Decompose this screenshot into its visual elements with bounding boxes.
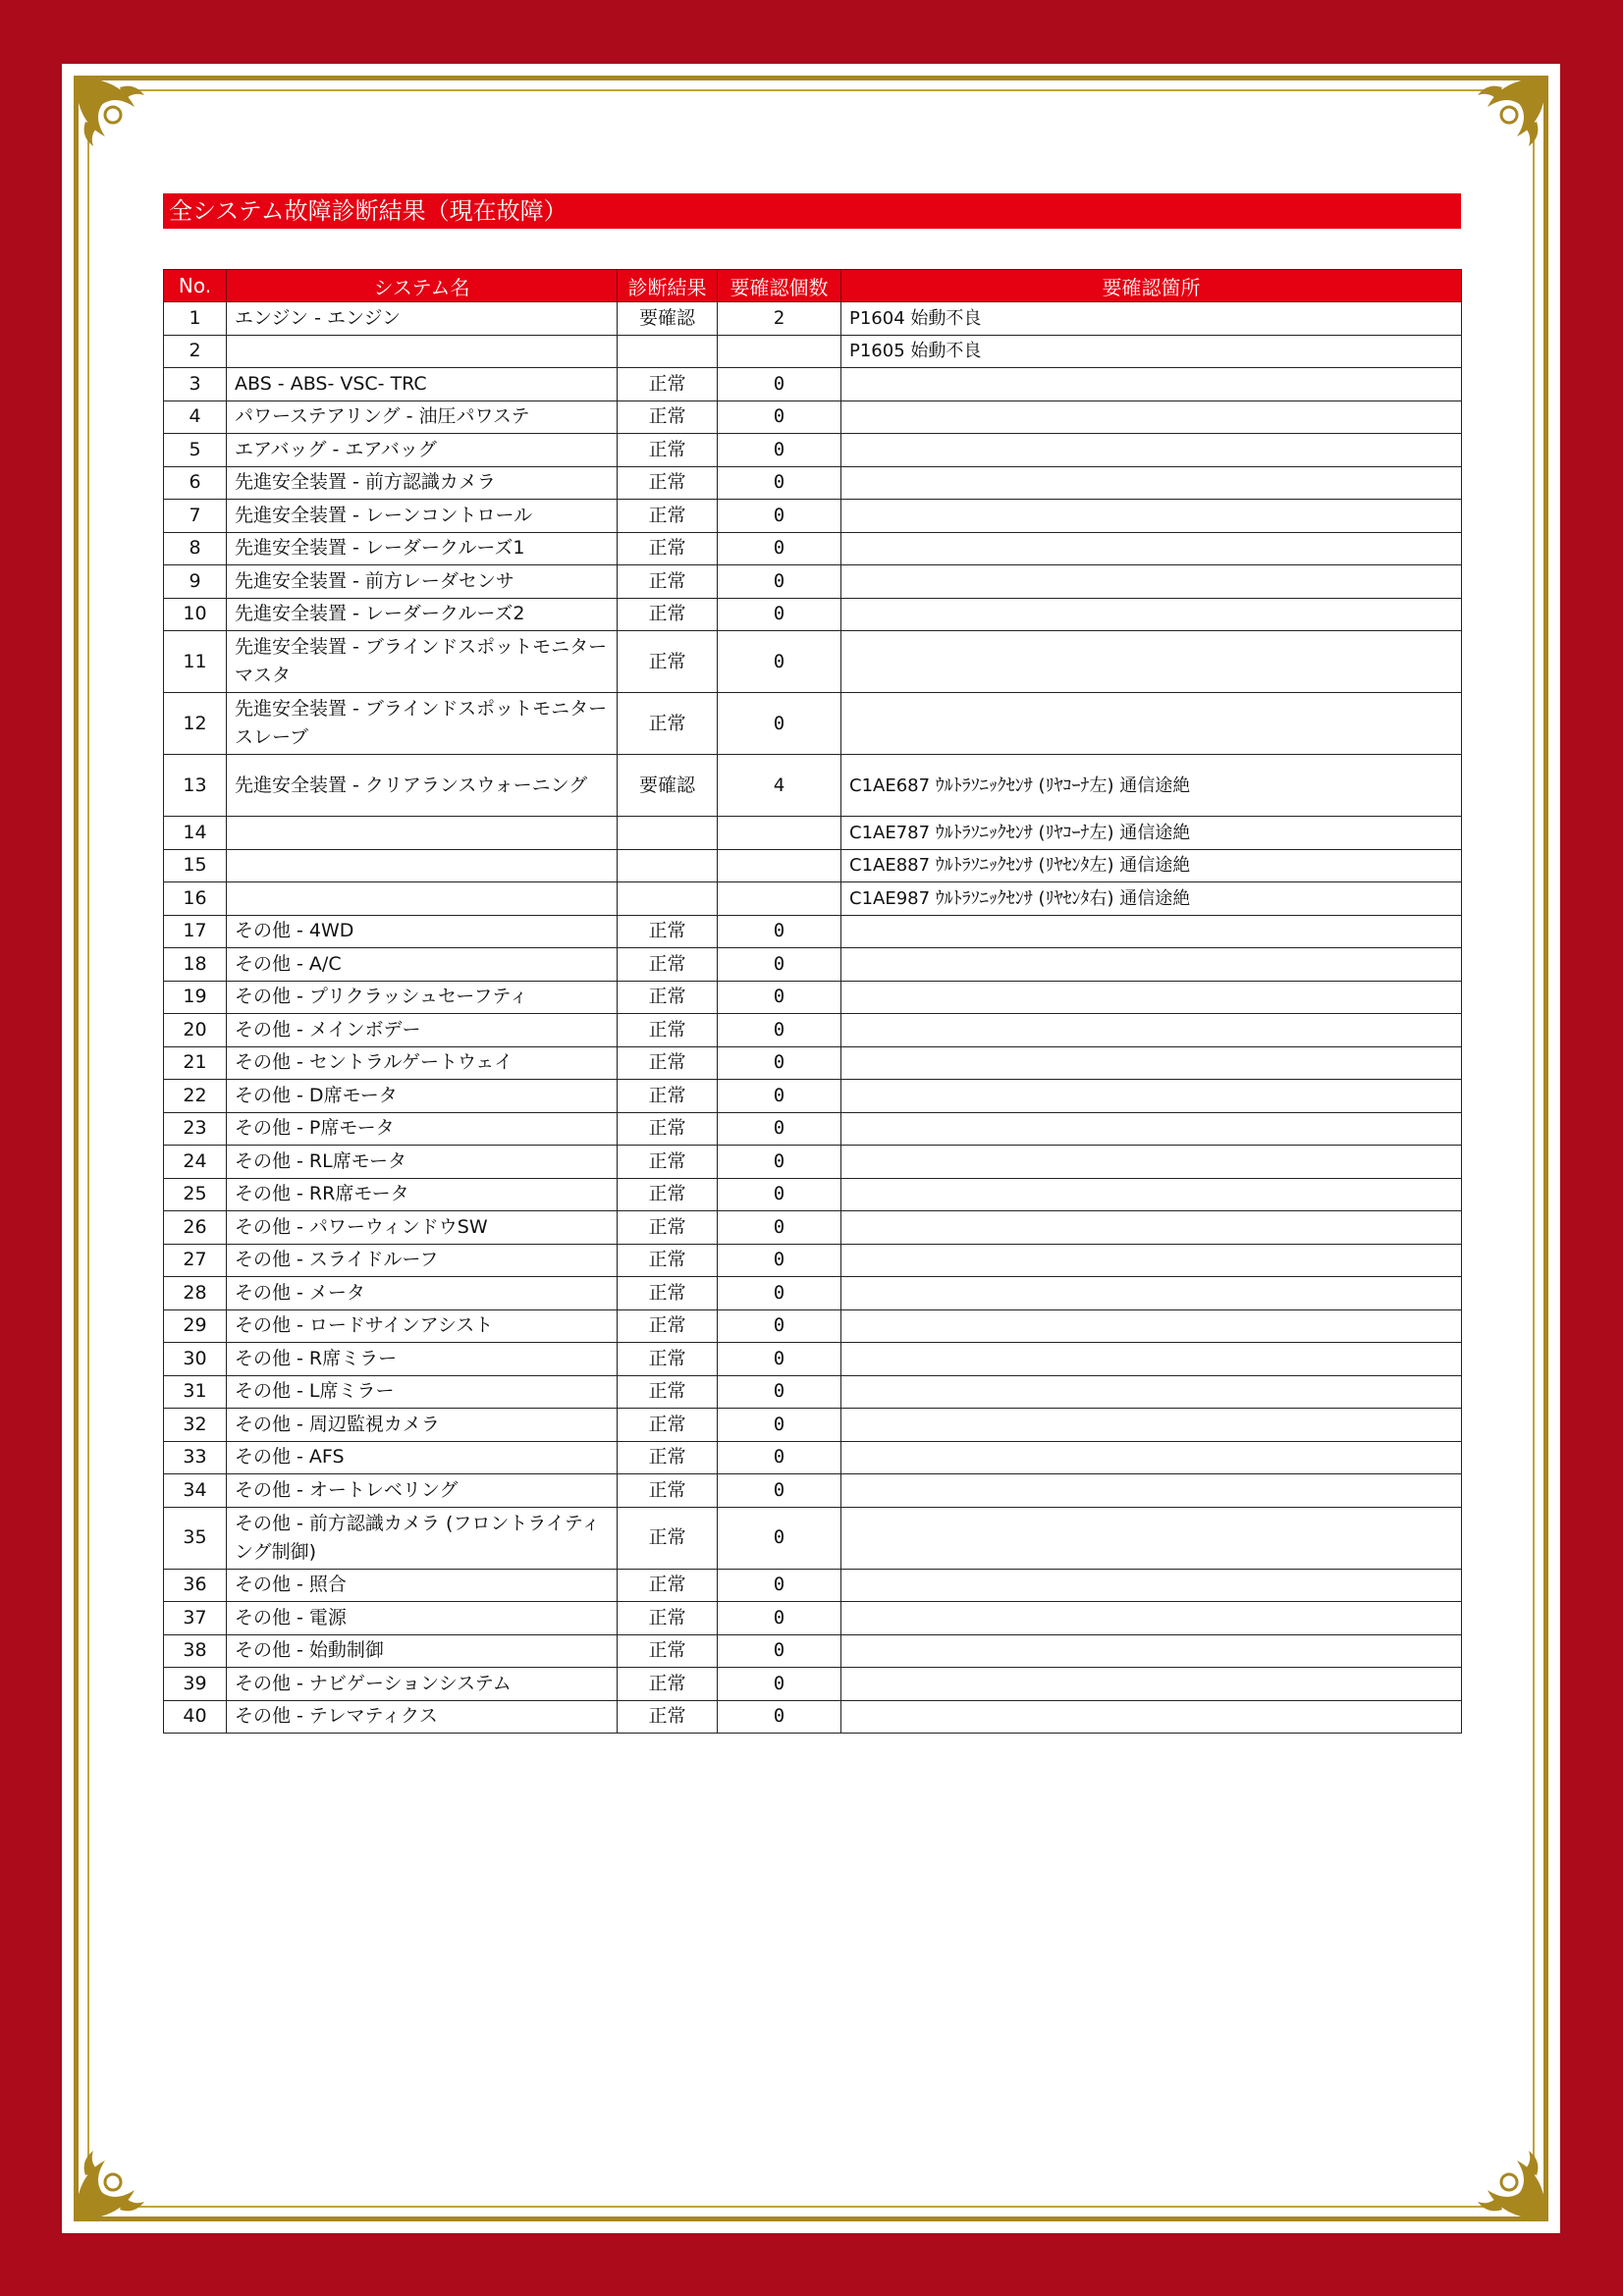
check-count [718,335,841,368]
check-location [841,1309,1462,1343]
row-number: 30 [164,1343,227,1376]
system-name: 先進安全装置 - レーダークルーズ2 [227,598,618,631]
row-number: 3 [164,368,227,401]
check-count: 0 [718,1474,841,1508]
check-count: 0 [718,1112,841,1146]
row-number: 22 [164,1080,227,1113]
corner-ornament-icon [1448,2121,1556,2229]
column-header-no: No. [164,270,227,302]
diagnosis-result: 正常 [618,948,718,982]
corner-ornament-icon [1448,68,1556,176]
table-row [164,1046,1462,1080]
diagnosis-result: 正常 [618,915,718,948]
diagnosis-result: 正常 [618,1700,718,1734]
system-name: その他 - パワーウィンドウSW [227,1211,618,1245]
system-name: 先進安全装置 - クリアランスウォーニング [227,755,618,817]
check-count: 0 [718,565,841,599]
check-count: 0 [718,631,841,693]
system-name: その他 - 前方認識カメラ (フロントライティング制御) [227,1507,618,1569]
check-count: 0 [718,1211,841,1245]
check-count: 0 [718,400,841,434]
system-name: その他 - プリクラッシュセーフティ [227,981,618,1014]
corner-ornament-icon [66,68,174,176]
diagnosis-result: 正常 [618,1309,718,1343]
check-location [841,565,1462,599]
table-row [164,1602,1462,1635]
system-name: パワーステアリング - 油圧パワステ [227,400,618,434]
table-row [164,302,1462,336]
table-row [164,948,1462,982]
check-count: 0 [718,1146,841,1179]
check-location [841,1375,1462,1409]
row-number: 33 [164,1441,227,1474]
check-location [841,1507,1462,1569]
check-count: 0 [718,1178,841,1211]
system-name: その他 - ナビゲーションシステム [227,1668,618,1701]
row-number: 26 [164,1211,227,1245]
check-location [841,1668,1462,1701]
system-name: その他 - AFS [227,1441,618,1474]
check-count: 0 [718,1409,841,1442]
table-row [164,1080,1462,1113]
row-number: 8 [164,532,227,565]
check-location [841,1409,1462,1442]
row-number: 37 [164,1602,227,1635]
system-name: その他 - 始動制御 [227,1634,618,1668]
diagnosis-result: 正常 [618,1244,718,1277]
check-location: C1AE887 ｳﾙﾄﾗｿﾆｯｸｾﾝｻ (ﾘﾔｾﾝﾀ左) 通信途絶 [841,849,1462,882]
table-row [164,1211,1462,1245]
table-row [164,532,1462,565]
diagnosis-result [618,882,718,916]
table-row [164,1178,1462,1211]
report-title: 全システム故障診断結果（現在故障） [163,193,1461,229]
row-number: 25 [164,1178,227,1211]
system-name: その他 - メインボデー [227,1014,618,1047]
row-number: 39 [164,1668,227,1701]
diagnosis-result: 正常 [618,1112,718,1146]
check-location [841,981,1462,1014]
system-name: その他 - 照合 [227,1569,618,1602]
diagnosis-result: 正常 [618,1668,718,1701]
diagnosis-result: 正常 [618,400,718,434]
system-name: 先進安全装置 - レーンコントロール [227,500,618,533]
system-name: 先進安全装置 - 前方レーダセンサ [227,565,618,599]
system-name [227,849,618,882]
check-location [841,1474,1462,1508]
check-count: 0 [718,500,841,533]
diagnosis-result: 正常 [618,1507,718,1569]
table-row [164,817,1462,850]
check-count: 0 [718,693,841,755]
check-location [841,466,1462,500]
system-name: その他 - テレマティクス [227,1700,618,1734]
row-number: 2 [164,335,227,368]
row-number: 28 [164,1277,227,1310]
diagnosis-result: 正常 [618,1474,718,1508]
system-name: その他 - D席モータ [227,1080,618,1113]
diagnosis-result: 正常 [618,981,718,1014]
check-count: 0 [718,1441,841,1474]
system-name: その他 - オートレベリング [227,1474,618,1508]
diagnosis-result: 正常 [618,1409,718,1442]
diagnosis-result: 正常 [618,598,718,631]
system-name: ABS - ABS- VSC- TRC [227,368,618,401]
check-location [841,434,1462,467]
diagnosis-result [618,335,718,368]
check-location [841,1602,1462,1635]
row-number: 40 [164,1700,227,1734]
row-number: 13 [164,755,227,817]
row-number: 15 [164,849,227,882]
check-count [718,849,841,882]
row-number: 10 [164,598,227,631]
check-count: 0 [718,598,841,631]
check-location: P1605 始動不良 [841,335,1462,368]
check-location [841,948,1462,982]
check-location [841,1244,1462,1277]
diagnosis-result: 正常 [618,1375,718,1409]
check-count: 0 [718,532,841,565]
table-row [164,1569,1462,1602]
system-name: その他 - 周辺監視カメラ [227,1409,618,1442]
diagnosis-result: 正常 [618,631,718,693]
diagnosis-result [618,849,718,882]
row-number: 36 [164,1569,227,1602]
check-location [841,598,1462,631]
system-name: その他 - R席ミラー [227,1343,618,1376]
check-count: 0 [718,1569,841,1602]
table-row [164,693,1462,755]
diagnosis-result: 正常 [618,565,718,599]
check-location [841,1700,1462,1734]
system-name [227,817,618,850]
diagnosis-result: 正常 [618,368,718,401]
check-count: 0 [718,1343,841,1376]
diagnosis-result: 正常 [618,1046,718,1080]
check-location [841,532,1462,565]
diagnosis-result: 正常 [618,1277,718,1310]
check-location [841,1277,1462,1310]
check-count [718,882,841,916]
table-row [164,631,1462,693]
system-name: その他 - メータ [227,1277,618,1310]
column-header-system: システム名 [227,270,618,302]
check-count: 0 [718,1244,841,1277]
check-location [841,915,1462,948]
row-number: 20 [164,1014,227,1047]
table-row [164,1375,1462,1409]
diagnosis-result: 正常 [618,466,718,500]
table-row [164,1277,1462,1310]
check-location: C1AE787 ｳﾙﾄﾗｿﾆｯｸｾﾝｻ (ﾘﾔｺｰﾅ左) 通信途絶 [841,817,1462,850]
check-location: C1AE987 ｳﾙﾄﾗｿﾆｯｸｾﾝｻ (ﾘﾔｾﾝﾀ右) 通信途絶 [841,882,1462,916]
system-name: 先進安全装置 - レーダークルーズ1 [227,532,618,565]
check-count: 0 [718,981,841,1014]
row-number: 11 [164,631,227,693]
system-name: 先進安全装置 - ブラインドスポットモニター スレーブ [227,693,618,755]
check-location [841,1569,1462,1602]
system-name: その他 - L席ミラー [227,1375,618,1409]
table-row [164,882,1462,916]
table-header-row [164,270,1462,302]
table-row [164,981,1462,1014]
check-location [841,1112,1462,1146]
check-count: 0 [718,1668,841,1701]
table-row [164,1668,1462,1701]
column-header-count: 要確認個数 [718,270,841,302]
table-row [164,755,1462,817]
system-name: その他 - スライドルーフ [227,1244,618,1277]
check-count: 0 [718,1375,841,1409]
diagnosis-result: 正常 [618,1178,718,1211]
check-location [841,1046,1462,1080]
row-number: 7 [164,500,227,533]
system-name: 先進安全装置 - ブラインドスポットモニター マスタ [227,631,618,693]
table-row [164,1700,1462,1734]
system-name: エアバッグ - エアバッグ [227,434,618,467]
check-location [841,1178,1462,1211]
check-count: 0 [718,1277,841,1310]
row-number: 18 [164,948,227,982]
table-row [164,368,1462,401]
table-row [164,1634,1462,1668]
check-count: 0 [718,1634,841,1668]
diagnosis-result: 正常 [618,1014,718,1047]
system-name: その他 - ロードサインアシスト [227,1309,618,1343]
check-location [841,368,1462,401]
check-count: 0 [718,1309,841,1343]
check-location: C1AE687 ｳﾙﾄﾗｿﾆｯｸｾﾝｻ (ﾘﾔｺｰﾅ左) 通信途絶 [841,755,1462,817]
diagnosis-result: 正常 [618,434,718,467]
system-name [227,882,618,916]
table-row [164,1014,1462,1047]
check-count: 0 [718,1080,841,1113]
diagnosis-result: 正常 [618,1569,718,1602]
system-name [227,335,618,368]
check-location [841,1014,1462,1047]
row-number: 1 [164,302,227,336]
row-number: 31 [164,1375,227,1409]
diagnosis-result: 正常 [618,500,718,533]
row-number: 34 [164,1474,227,1508]
diagnosis-result: 正常 [618,532,718,565]
diagnosis-result: 正常 [618,693,718,755]
table-row [164,400,1462,434]
system-name: その他 - P席モータ [227,1112,618,1146]
check-location [841,1343,1462,1376]
check-count: 0 [718,1507,841,1569]
check-count: 0 [718,948,841,982]
system-name: その他 - 4WD [227,915,618,948]
check-location [841,693,1462,755]
system-name: 先進安全装置 - 前方認識カメラ [227,466,618,500]
check-location [841,1441,1462,1474]
table-row [164,434,1462,467]
check-count [718,817,841,850]
row-number: 24 [164,1146,227,1179]
check-count: 0 [718,1700,841,1734]
corner-ornament-icon [66,2121,174,2229]
check-location [841,631,1462,693]
column-header-result: 診断結果 [618,270,718,302]
row-number: 21 [164,1046,227,1080]
row-number: 19 [164,981,227,1014]
row-number: 16 [164,882,227,916]
table-row [164,1112,1462,1146]
row-number: 27 [164,1244,227,1277]
check-location [841,1080,1462,1113]
table-row [164,335,1462,368]
check-count: 0 [718,915,841,948]
table-row [164,915,1462,948]
system-name: その他 - RL席モータ [227,1146,618,1179]
check-count: 0 [718,1602,841,1635]
table-row [164,1343,1462,1376]
row-number: 12 [164,693,227,755]
row-number: 14 [164,817,227,850]
check-count: 0 [718,1046,841,1080]
diagnosis-result: 正常 [618,1080,718,1113]
system-name: エンジン - エンジン [227,302,618,336]
system-name: その他 - 電源 [227,1602,618,1635]
check-count: 4 [718,755,841,817]
table-row [164,1244,1462,1277]
table-row [164,1474,1462,1508]
table-row [164,1507,1462,1569]
system-name: その他 - RR席モータ [227,1178,618,1211]
row-number: 23 [164,1112,227,1146]
row-number: 5 [164,434,227,467]
row-number: 17 [164,915,227,948]
check-location [841,500,1462,533]
row-number: 6 [164,466,227,500]
row-number: 4 [164,400,227,434]
system-name: その他 - セントラルゲートウェイ [227,1046,618,1080]
check-count: 0 [718,1014,841,1047]
check-count: 0 [718,368,841,401]
check-count: 0 [718,466,841,500]
diagnosis-result: 正常 [618,1343,718,1376]
table-row [164,565,1462,599]
diagnosis-result: 正常 [618,1441,718,1474]
table-row [164,500,1462,533]
table-row [164,1441,1462,1474]
diagnosis-result: 正常 [618,1634,718,1668]
diagnosis-result: 要確認 [618,302,718,336]
diagnosis-result: 正常 [618,1211,718,1245]
check-location [841,400,1462,434]
table-row [164,1146,1462,1179]
table-row [164,598,1462,631]
check-count: 0 [718,434,841,467]
diagnosis-result: 要確認 [618,755,718,817]
check-location [841,1211,1462,1245]
check-location [841,1146,1462,1179]
column-header-location: 要確認箇所 [841,270,1462,302]
diagnosis-result [618,817,718,850]
row-number: 9 [164,565,227,599]
check-location: P1604 始動不良 [841,302,1462,336]
diagnosis-table [163,269,1462,1734]
row-number: 35 [164,1507,227,1569]
check-count: 2 [718,302,841,336]
check-location [841,1634,1462,1668]
row-number: 38 [164,1634,227,1668]
diagnosis-result: 正常 [618,1602,718,1635]
system-name: その他 - A/C [227,948,618,982]
table-row [164,849,1462,882]
table-body [164,302,1462,1734]
table-row [164,1309,1462,1343]
table-row [164,466,1462,500]
row-number: 29 [164,1309,227,1343]
table-row [164,1409,1462,1442]
row-number: 32 [164,1409,227,1442]
diagnosis-result: 正常 [618,1146,718,1179]
